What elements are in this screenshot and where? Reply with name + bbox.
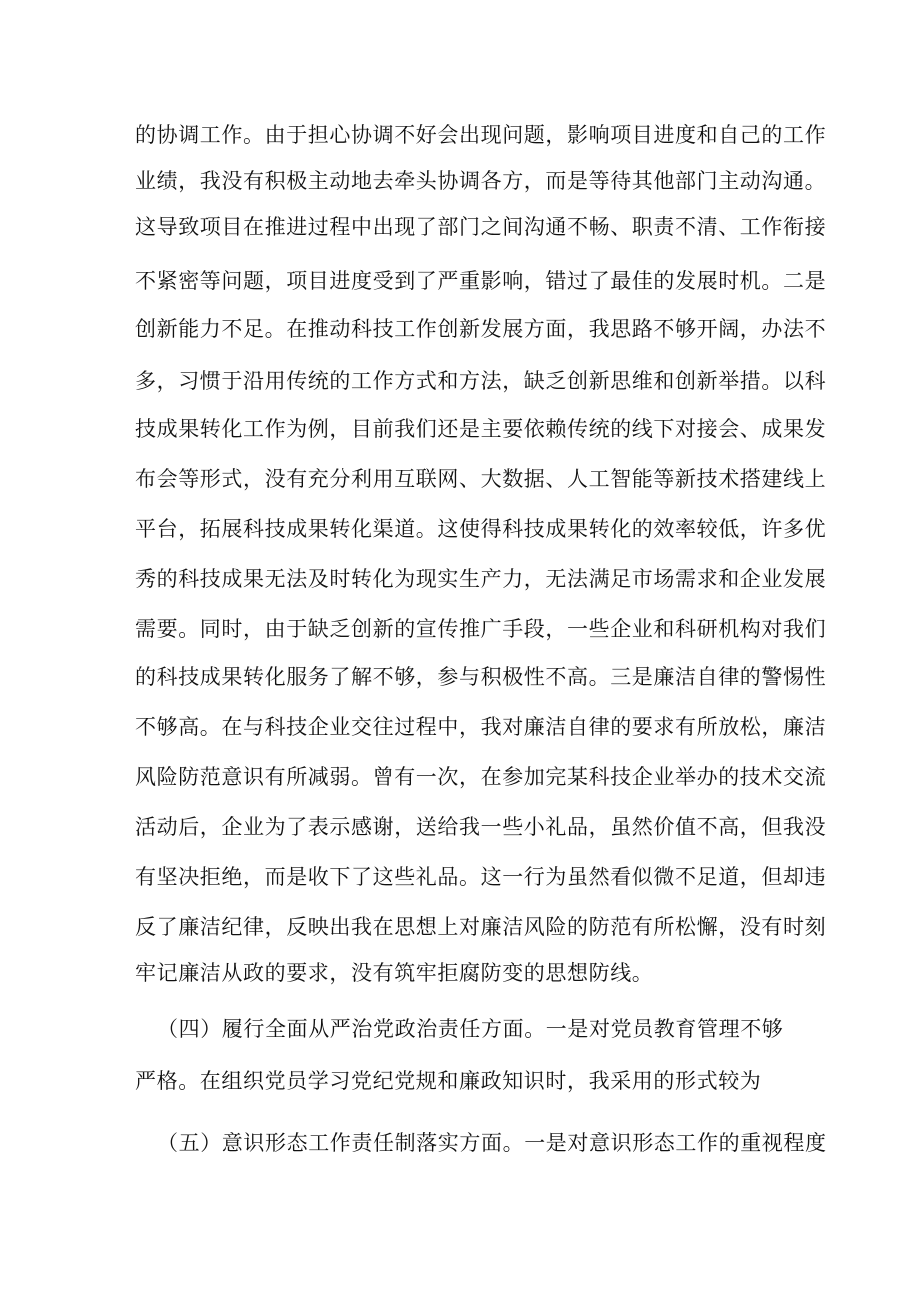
body-text-line: 秀的科技成果无法及时转化为现实生产力，无法满足市场需求和企业发展 <box>135 567 827 591</box>
body-text-line: 多，习惯于沿用传统的工作方式和方法，缺乏创新思维和创新举措。以科 <box>135 369 827 393</box>
body-text-line: 反了廉洁纪律，反映出我在思想上对廉洁风险的防范有所松懈，没有时刻 <box>135 915 827 939</box>
body-text-line: 业绩，我没有积极主动地去牵头协调各方，而是等待其他部门主动沟通。 <box>135 169 827 193</box>
body-text-line: 有坚决拒绝，而是收下了这些礼品。这一行为虽然看似微不足道，但却违 <box>135 865 827 889</box>
body-text-line: 不紧密等问题，项目进度受到了严重影响，错过了最佳的发展时机。二是 <box>135 269 827 293</box>
body-text-line: 活动后，企业为了表示感谢，送给我一些小礼品，虽然价值不高，但我没 <box>135 815 827 839</box>
body-text-line: 风险防范意识有所减弱。曾有一次，在参加完某科技企业举办的技术交流 <box>135 765 827 789</box>
body-text-line: 技成果转化工作为例，目前我们还是主要依赖传统的线下对接会、成果发 <box>135 417 827 441</box>
body-text-line: 的科技成果转化服务了解不够，参与积极性不高。三是廉洁自律的警惕性 <box>135 665 827 689</box>
body-text-line: 严格。在组织党员学习党纪党规和廉政知识时，我采用的形式较为 <box>135 1069 762 1093</box>
body-text-line: 平台，拓展科技成果转化渠道。这使得科技成果转化的效率较低，许多优 <box>135 517 827 541</box>
section-heading-line: （五）意识形态工作责任制落实方面。一是对意识形态工作的重视程度 <box>157 1131 827 1155</box>
body-text-line: 不够高。在与科技企业交往过程中，我对廉洁自律的要求有所放松，廉洁 <box>135 715 827 739</box>
body-text-line: 创新能力不足。在推动科技工作创新发展方面，我思路不够开阔，办法不 <box>135 317 827 341</box>
body-text-line: 牢记廉洁从政的要求，没有筑牢拒腐防变的思想防线。 <box>135 961 654 985</box>
section-heading-line: （四）履行全面从严治党政治责任方面。一是对党员教育管理不够 <box>157 1017 784 1041</box>
body-text-line: 布会等形式，没有充分利用互联网、大数据、人工智能等新技术搭建线上 <box>135 467 827 491</box>
body-text-line: 这导致项目在推进过程中出现了部门之间沟通不畅、职责不清、工作衔接 <box>135 215 827 239</box>
body-text-line: 需要。同时，由于缺乏创新的宣传推广手段，一些企业和科研机构对我们 <box>135 617 827 641</box>
body-text-line: 的协调工作。由于担心协调不好会出现问题，影响项目进度和自己的工作 <box>135 123 827 147</box>
